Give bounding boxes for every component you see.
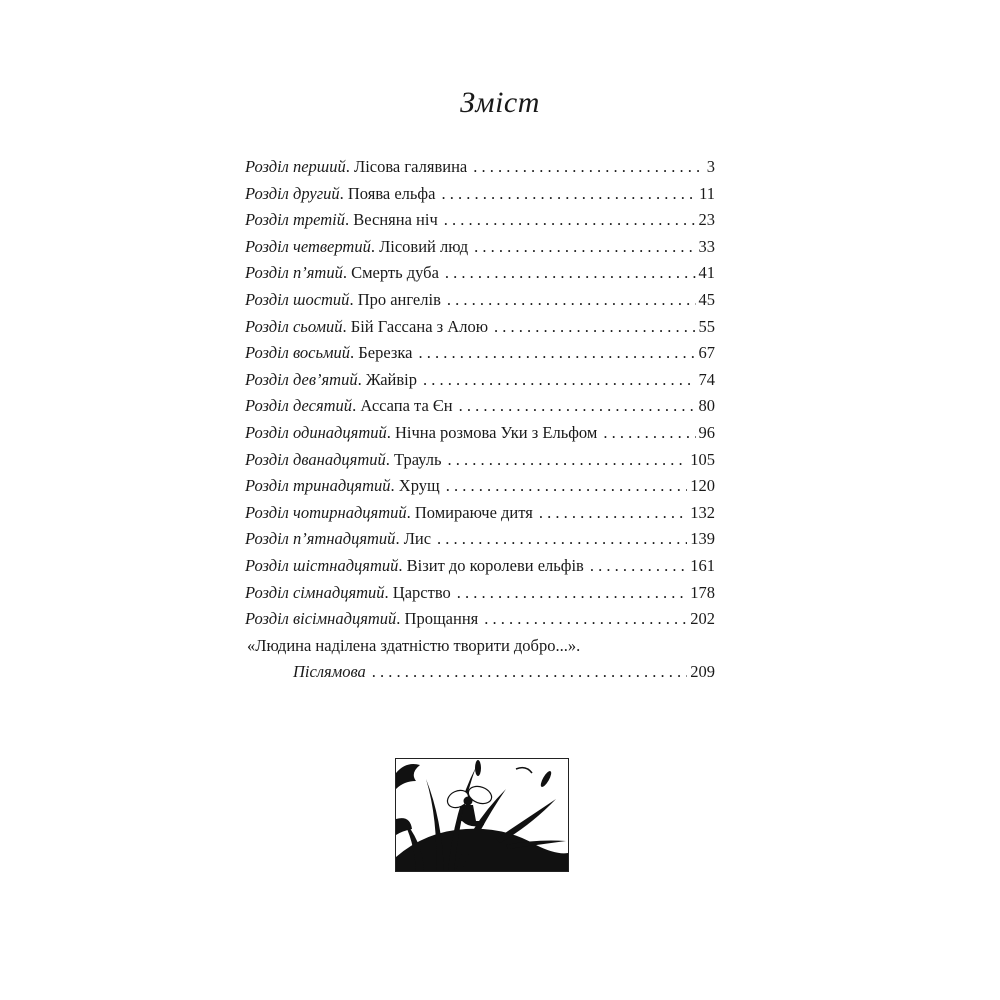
dot-leader <box>459 393 696 420</box>
toc-entry-afterword[interactable] <box>245 659 715 686</box>
dot-leader <box>590 553 687 580</box>
chapter-title: Прощання <box>404 609 479 629</box>
page-number: 120 <box>690 476 715 496</box>
dot-leader <box>457 580 688 607</box>
chapter-number: Розділ перший <box>245 157 346 176</box>
page-number: 3 <box>706 157 715 176</box>
chapter-title: Лісова галявина <box>354 157 468 176</box>
page-number: 139 <box>690 529 715 549</box>
toc-entry[interactable]: Розділ сьомий . Бій Гассана з Алою . . . 55 <box>245 314 715 341</box>
table-of-contents <box>245 154 715 686</box>
dot-leader <box>446 473 688 500</box>
toc-entry[interactable]: Розділ шістнадцятий . Візит до королеви ельфів . . . 161 <box>245 553 715 580</box>
chapter-title: Ассапа та Єн <box>360 396 453 416</box>
toc-entry[interactable]: Розділ третій . Весняна ніч . . . 23 <box>245 207 715 234</box>
fairy-silhouette-icon <box>396 759 568 871</box>
chapter-title: Березка <box>358 343 413 363</box>
chapter-title: Царство <box>392 582 451 602</box>
toc-entry[interactable]: Розділ шостий . Про ангелів . . . 45 <box>245 287 715 314</box>
chapter-number: Розділ шостий <box>245 289 350 309</box>
chapter-number: Розділ сьомий <box>245 316 343 336</box>
dot-leader <box>445 260 696 287</box>
dot-leader <box>418 340 695 367</box>
toc-entry[interactable]: Розділ дванадцятий . Трауль . . . 105 <box>245 447 715 474</box>
chapter-number: Розділ тринадцятий <box>245 476 391 496</box>
dot-leader <box>484 606 687 633</box>
chapter-title: Лис <box>403 529 432 549</box>
dot-leader <box>444 207 696 234</box>
toc-entry[interactable]: Розділ одинадцятий . Нічна розмова Уки з Ельфом . . . 96 <box>245 420 715 447</box>
chapter-title: Нічна розмова Уки з Ельфом <box>394 422 598 442</box>
chapter-title: Хрущ <box>398 476 440 496</box>
page-number: 105 <box>690 449 715 469</box>
chapter-title: Про ангелів <box>357 289 441 309</box>
toc-entry[interactable]: Розділ п’ятий . Смерть дуба . . . 41 <box>245 260 715 287</box>
chapter-number: Розділ дев’ятий <box>245 369 358 389</box>
page-number: 178 <box>690 582 715 602</box>
chapter-title: Бій Гассана з Алою <box>350 316 489 336</box>
page-number: 45 <box>698 289 715 309</box>
page-number: 67 <box>698 343 715 363</box>
chapter-number: Розділ п’ятий <box>245 263 343 283</box>
chapter-number: Розділ вісімнадцятий <box>245 609 397 629</box>
chapter-title: Смерть дуба <box>351 263 439 283</box>
chapter-number: Розділ четвертий <box>245 236 371 256</box>
page-number: 74 <box>698 369 715 389</box>
page-number: 55 <box>698 316 715 336</box>
chapter-number: Розділ восьмий <box>245 343 351 363</box>
chapter-title: Поява ельфа <box>347 183 436 203</box>
toc-entry[interactable]: Розділ перший . Лісова галявина . . . 3 <box>245 154 715 181</box>
chapter-number: Розділ десятий <box>245 396 353 416</box>
chapter-number: Розділ другий <box>245 183 340 203</box>
toc-entry[interactable]: Розділ п’ятнадцятий . Лис . . . 139 <box>245 526 715 553</box>
epilogue-quote: «Людина наділена здатністю творити добро...». <box>247 635 581 655</box>
dot-leader <box>441 181 696 208</box>
dot-leader <box>447 447 687 474</box>
toc-entry[interactable]: Розділ другий . Поява ельфа . . . 11 <box>245 181 715 208</box>
toc-entry[interactable]: Розділ вісімнадцятий . Прощання . . . 202 <box>245 606 715 633</box>
fairy-silhouette-illustration <box>395 758 569 872</box>
page-number: 209 <box>690 662 715 682</box>
toc-entry[interactable]: Розділ десятий . Ассапа та Єн . . . 80 <box>245 393 715 420</box>
toc-entry[interactable]: Розділ дев’ятий . Жайвір . . . 74 <box>245 367 715 394</box>
dot-leader <box>494 314 695 341</box>
page-number: 202 <box>690 609 715 629</box>
chapter-number: Розділ третій <box>245 210 346 230</box>
toc-entry[interactable]: Розділ сімнадцятий . Царство . . . 178 <box>245 580 715 607</box>
chapter-number: Розділ шістнадцятий <box>245 555 399 575</box>
toc-entry[interactable]: Розділ тринадцятий . Хрущ . . . 120 <box>245 473 715 500</box>
afterword-title: Післямова <box>293 662 366 682</box>
chapter-number: Розділ одинадцятий <box>245 422 387 442</box>
page-title: Зміст <box>460 86 540 119</box>
toc-entry[interactable]: Розділ восьмий . Березка . . . 67 <box>245 340 715 367</box>
page-number: 132 <box>690 502 715 522</box>
dot-leader <box>447 287 696 314</box>
chapter-title: Весняна ніч <box>353 210 438 230</box>
chapter-number: Розділ чотирнадцятий <box>245 502 407 522</box>
dot-leader <box>437 526 687 553</box>
page-number: 23 <box>698 210 715 230</box>
toc-entry[interactable]: Розділ чотирнадцятий . Помираюче дитя . . . 132 <box>245 500 715 527</box>
chapter-title: Лісовий люд <box>379 236 469 256</box>
chapter-title: Помираюче дитя <box>414 502 533 522</box>
dot-leader <box>372 659 687 686</box>
page-number: 33 <box>698 236 715 256</box>
dot-leader <box>473 154 704 181</box>
toc-entry[interactable]: Розділ четвертий . Лісовий люд . . . 33 <box>245 234 715 261</box>
page-number: 80 <box>698 396 715 416</box>
page-number: 96 <box>698 422 715 442</box>
dot-leader <box>423 367 695 394</box>
chapter-title: Трауль <box>394 449 442 469</box>
page-number: 161 <box>690 555 715 575</box>
chapter-number: Розділ сімнадцятий <box>245 582 385 602</box>
chapter-title: Візит до королеви ельфів <box>406 555 584 575</box>
chapter-number: Розділ дванадцятий <box>245 449 386 469</box>
page-number: 41 <box>698 263 715 283</box>
page-number: 11 <box>699 183 715 203</box>
dot-leader <box>474 234 695 261</box>
chapter-title: Жайвір <box>365 369 418 389</box>
chapter-number: Розділ п’ятнадцятий <box>245 529 396 549</box>
epilogue-quote-row <box>245 633 715 660</box>
dot-leader <box>539 500 687 527</box>
dot-leader <box>603 420 695 447</box>
